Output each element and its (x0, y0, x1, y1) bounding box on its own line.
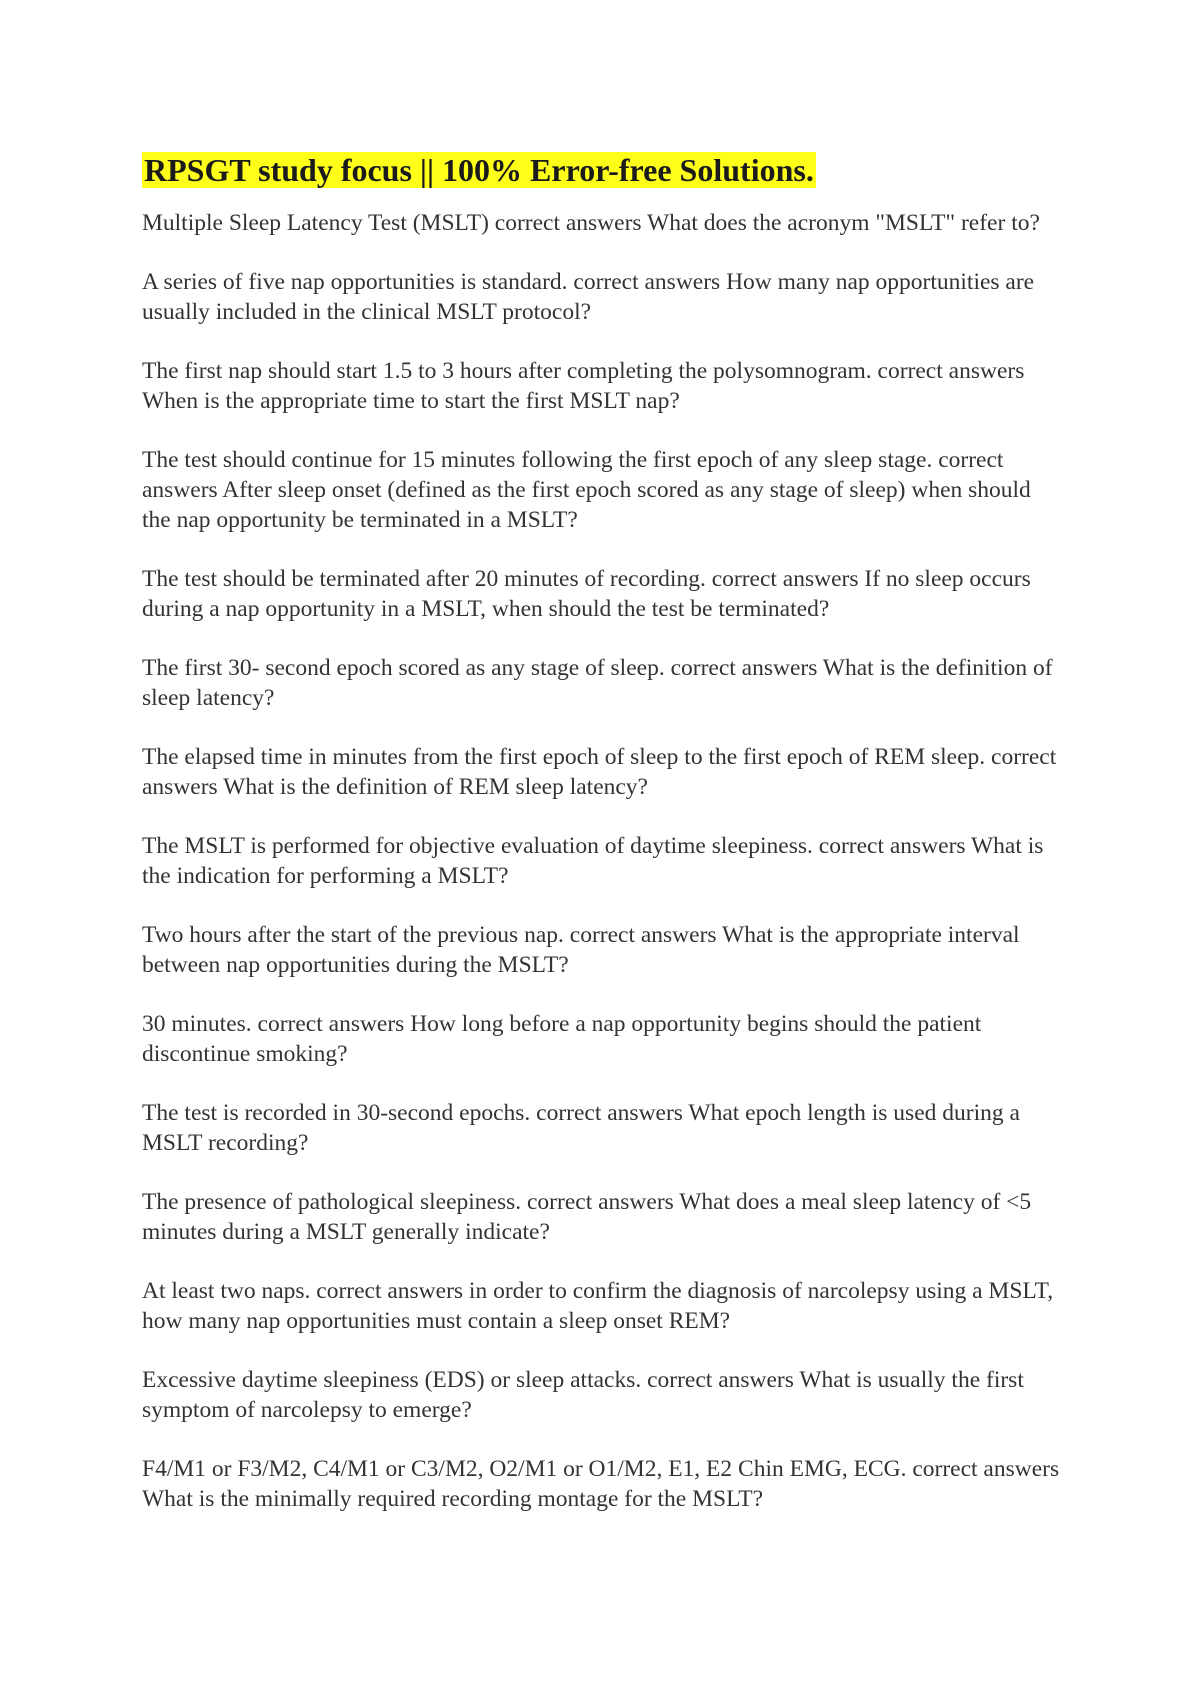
qa-item-12: The presence of pathological sleepiness. correct answers What does a meal sleep latency of <5 minutes during a MSLT generally indicate? (142, 1189, 1032, 1245)
qa-item-14: Excessive daytime sleepiness (EDS) or sleep attacks. correct answers What is usually the first symptom of narcolepsy to emerge? (142, 1367, 1024, 1423)
qa-item-5: The test should be terminated after 20 minutes of recording. correct answers If no sleep occurs during a nap opportunity in a MSLT, when should the test be terminated? (142, 566, 1031, 622)
qa-item-3: The first nap should start 1.5 to 3 hours after completing the polysomnogram. correct answers When is the appropriate time to start the first MSLT nap? (142, 358, 1025, 414)
qa-item-1: Multiple Sleep Latency Test (MSLT) correct answers What does the acronym "MSLT" refer to? (142, 210, 1040, 236)
document-page (142, 148, 1062, 1543)
title-highlight: RPSGT study focus || 100% Error-free Solutions. (144, 152, 814, 188)
qa-item-10: 30 minutes. correct answers How long before a nap opportunity begins should the patient discontinue smoking? (142, 1011, 982, 1067)
document-title (142, 148, 1062, 192)
qa-item-7: The elapsed time in minutes from the first epoch of sleep to the first epoch of REM sleep. correct answers What is the definition of REM sleep latency? (142, 744, 1057, 800)
qa-item-8: The MSLT is performed for objective evaluation of daytime sleepiness. correct answers What is the indication for performing a MSLT? (142, 833, 1044, 889)
qa-item-11: The test is recorded in 30-second epochs. correct answers What epoch length is used during a MSLT recording? (142, 1100, 1020, 1156)
qa-item-9: Two hours after the start of the previous nap. correct answers What is the appropriate interval between nap opportunities during the MSLT? (142, 922, 1020, 978)
qa-item-2: A series of five nap opportunities is standard. correct answers How many nap opportunities are usually included in the clinical MSLT protocol? (142, 269, 1035, 325)
qa-item-13: At least two naps. correct answers in order to confirm the diagnosis of narcolepsy using a MSLT, how many nap opportunities must contain a sleep onset REM? (142, 1278, 1054, 1334)
qa-item-4: The test should continue for 15 minutes following the first epoch of any sleep stage. correct answers After sleep onset (defined as the first epoch scored as any stage of sleep) when should the nap opportunity be terminated in a MSLT? (142, 447, 1031, 533)
qa-item-6: The first 30- second epoch scored as any stage of sleep. correct answers What is the definition of sleep latency? (142, 655, 1053, 711)
qa-item-15: F4/M1 or F3/M2, C4/M1 or C3/M2, O2/M1 or O1/M2, E1, E2 Chin EMG, ECG. correct answers What is the minimally required recording montage for the MSLT? (142, 1456, 1060, 1512)
